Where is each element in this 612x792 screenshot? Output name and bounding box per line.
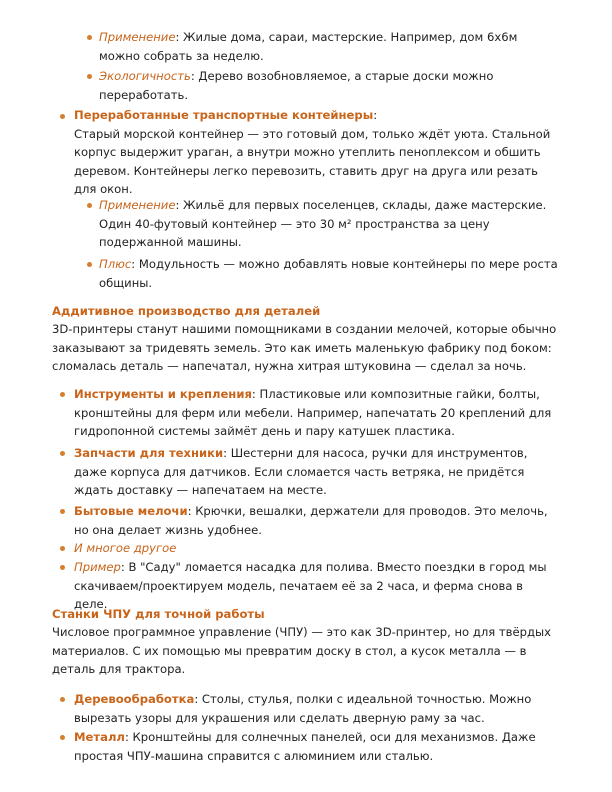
bullet-icon [87, 203, 92, 208]
item-term: Переработанные транспортные контейнеры [74, 108, 374, 122]
bullet-icon [60, 565, 65, 570]
item-colon: : [373, 108, 378, 122]
item-text: : Жилые дома, сараи, мастерские. Например, дом 6x6м можно собрать за неделю. [99, 30, 518, 63]
item-term: Плюс [99, 257, 132, 271]
list-item [74, 539, 560, 558]
item-term: Металл [74, 730, 125, 744]
list-item [74, 444, 560, 500]
list-item [99, 67, 561, 104]
section-heading: Аддитивное производство для деталей [52, 304, 321, 318]
item-term: Деревообработка [74, 692, 195, 706]
item-text: : Жильё для первых поселенцев, склады, даже мастерские. Один 40-футовый контейнер — это 30 м² пространства за цену подержанной машины. [99, 198, 547, 249]
list-item [99, 28, 561, 65]
item-text: : Крючки, вешалки, держатели для проводов. Это мелочь, но она делает жизнь удобнее. [74, 504, 548, 537]
list-item [74, 106, 560, 199]
bullet-icon [87, 262, 92, 267]
item-text: : Дерево возобновляемое, а старые доски можно переработать. [99, 69, 494, 102]
item-term: Пример [74, 560, 121, 574]
item-text: : Пластиковые или композитные гайки, болты, кронштейны для ферм или мебели. Например, напечатать 20 креплений для гидропонной системы займёт день и пару катушек пластика. [74, 387, 552, 438]
item-term: И многое другое [74, 541, 177, 555]
bullet-icon [60, 546, 65, 551]
bullet-icon [87, 74, 92, 79]
item-text: : Столы, стулья, полки с идеальной точностью. Можно вырезать узоры для украшения или сделать дверную раму за час. [74, 692, 532, 725]
item-term: Запчасти для техники [74, 446, 224, 460]
item-term: Применение [99, 30, 176, 44]
section-heading: Станки ЧПУ для точной работы [52, 607, 265, 621]
item-term: Применение [99, 198, 176, 212]
item-text: : В "Саду" ломается насадка для полива. Вместо поездки в город мы скачиваем/проектируем модель, печатаем её за 2 часа, и ферма снова в деле. [74, 560, 547, 611]
section-intro: Числовое программное управление (ЧПУ) — это как 3D-принтер, но для твёрдых материалов. С их помощью мы превратим доску в стол, а кусок металла — в деталь для трактора. [52, 625, 552, 676]
bullet-icon [60, 392, 65, 397]
list-item [99, 255, 561, 292]
list-item [99, 196, 561, 252]
item-term: Инструменты и крепления [74, 387, 252, 401]
item-text: : Кронштейны для солнечных панелей, оси для механизмов. Даже простая ЧПУ-машина справится с алюминием или сталью. [74, 730, 536, 763]
item-term: Экологичность [99, 69, 191, 83]
bullet-icon [60, 114, 65, 119]
item-term: Бытовые мелочи [74, 504, 188, 518]
item-text: Старый морской контейнер — это готовый дом, только ждёт уюта. Стальной корпус выдержит ураган, а внутри можно утеплить пеноплексом и обшить деревом. Контейнеры легко перевозить, ставить друг на друга или резать для окон. [74, 126, 551, 196]
list-item [74, 385, 560, 441]
item-text: : Модульность — можно добавлять новые контейнеры по мере роста общины. [99, 257, 558, 290]
bullet-icon [60, 451, 65, 456]
bullet-icon [60, 509, 65, 514]
bullet-icon [60, 697, 65, 702]
section-intro: 3D-принтеры станут нашими помощниками в создании мелочей, которые обычно заказывают за тридевять земель. Это как иметь маленькую фабрику под боком: сломалась деталь — напечатал, нужна хитрая штуковина — сделал за ночь. [52, 322, 557, 373]
list-item [74, 502, 560, 539]
list-item [74, 728, 560, 765]
item-text: : Шестерни для насоса, ручки для инструментов, даже корпуса для датчиков. Если сломается часть ветряка, не придётся ждать доставку — напечатаем на месте. [74, 446, 528, 497]
list-item [74, 690, 560, 727]
bullet-icon [60, 735, 65, 740]
bullet-icon [87, 35, 92, 40]
